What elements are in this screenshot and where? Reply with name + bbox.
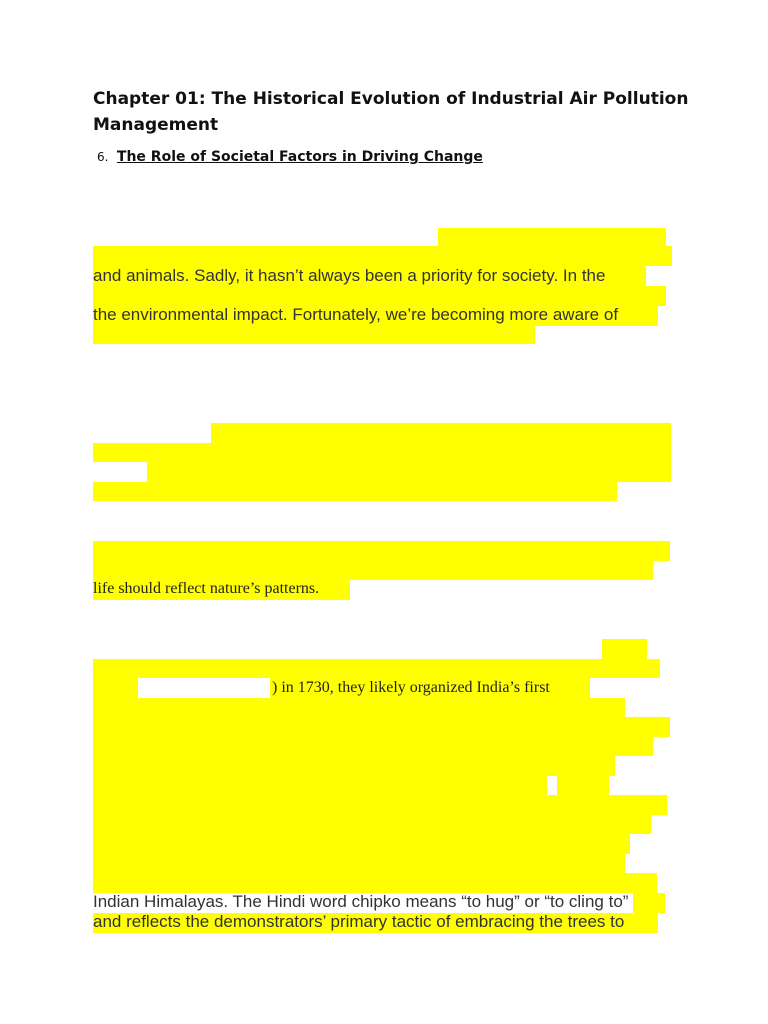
redaction-highlight	[93, 561, 653, 580]
redaction-highlight	[438, 228, 666, 246]
paragraph-line: and reflects the demonstrators’ primary tactic of embracing the trees to	[93, 912, 625, 931]
redaction-highlight	[93, 795, 667, 815]
redaction-highlight	[573, 443, 671, 462]
section-number: 6.	[97, 150, 109, 164]
redaction-highlight	[602, 639, 647, 659]
redaction-highlight	[93, 246, 672, 266]
redaction-highlight	[557, 776, 609, 795]
redaction-highlight	[93, 717, 670, 737]
paragraph-line: life should reflect nature’s patterns.	[93, 580, 320, 597]
redaction-highlight	[211, 423, 671, 443]
paragraph-line: ) in 1730, they likely organized India’s first	[272, 679, 550, 696]
redaction-highlight	[93, 854, 625, 873]
redaction-highlight	[93, 541, 670, 561]
section-heading	[97, 149, 483, 165]
redaction-highlight	[147, 462, 671, 482]
chapter-title: Chapter 01: The Historical Evolution of Industrial Air Pollution Management	[93, 89, 689, 135]
redaction-highlight	[93, 776, 547, 795]
redaction-highlight	[93, 815, 651, 834]
paragraph-line: the environmental impact. Fortunately, we’re becoming more aware of	[93, 305, 619, 324]
redaction-highlight	[93, 326, 535, 344]
paragraph-line: Indian Himalayas. The Hindi word chipko means “to hug” or “to cling to”	[93, 892, 629, 911]
redaction-highlight	[93, 873, 657, 893]
redaction-highlight	[93, 737, 653, 756]
redaction-highlight	[93, 834, 630, 854]
redaction-highlight	[93, 443, 573, 462]
redaction-highlight	[93, 482, 617, 501]
redaction-highlight	[93, 659, 660, 678]
redaction-highlight	[93, 698, 625, 717]
redaction-highlight	[93, 678, 138, 698]
redaction-highlight	[93, 286, 666, 306]
section-title: The Role of Societal Factors in Driving Change	[116, 149, 483, 165]
redaction-highlight	[93, 756, 615, 776]
paragraph-line: and animals. Sadly, it hasn’t always been a priority for society. In the	[93, 266, 606, 285]
